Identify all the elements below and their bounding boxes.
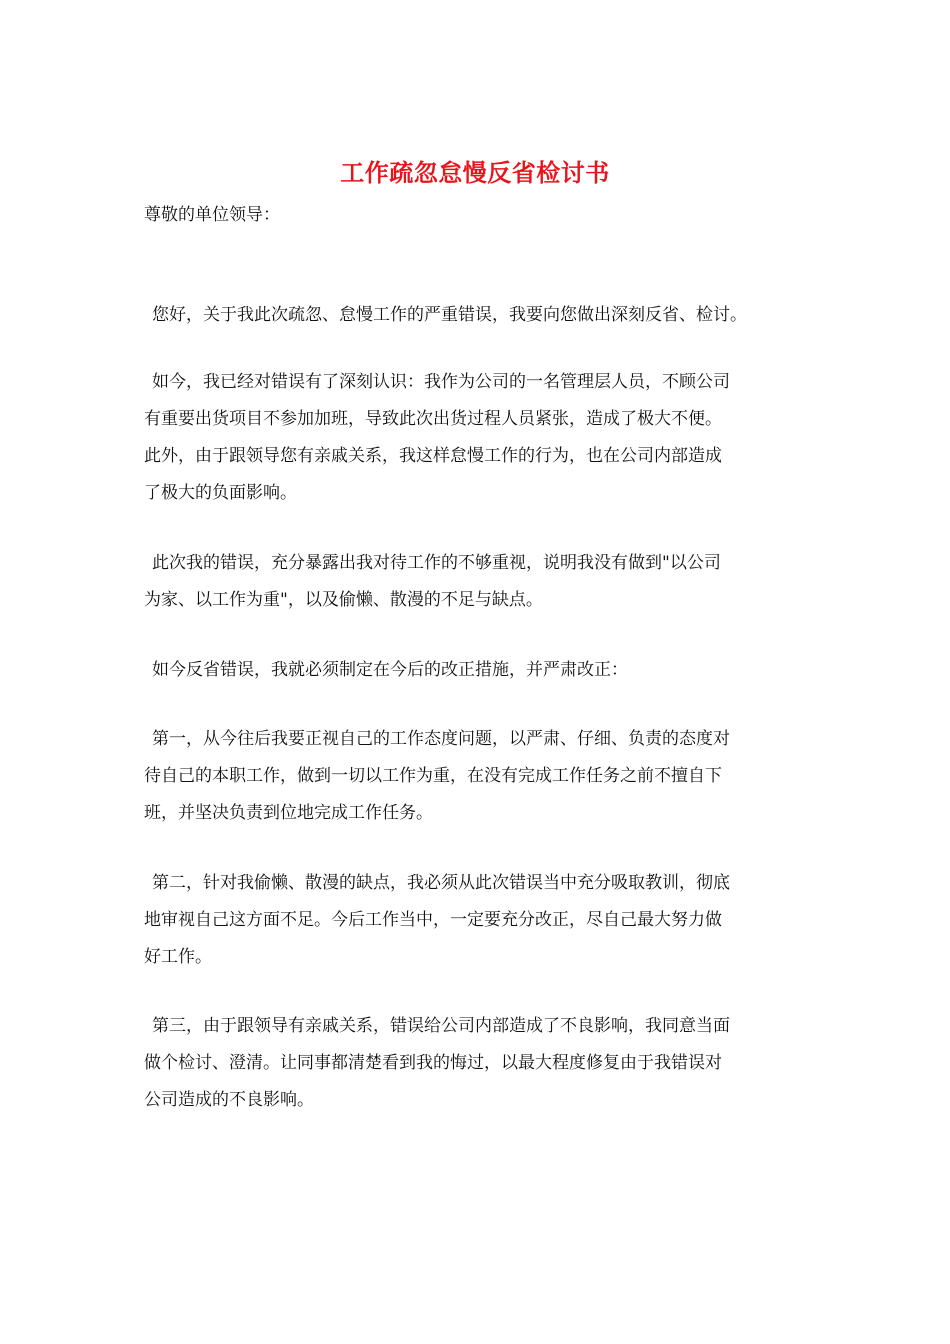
paragraph-line: 地审视自己这方面不足。今后工作当中，一定要充分改正，尽自己最大努力做: [144, 910, 722, 930]
paragraph-line: 好工作。: [144, 947, 212, 967]
paragraph-line: 此外，由于跟领导您有亲戚关系，我这样怠慢工作的行为，也在公司内部造成: [144, 446, 722, 466]
paragraph-4: [144, 652, 824, 689]
paragraph-line: 有重要出货项目不参加加班，导致此次出货过程人员紧张，造成了极大不便。: [144, 409, 722, 429]
paragraph-line: 班，并坚决负责到位地完成工作任务。: [144, 803, 433, 823]
paragraph-line: 为家、以工作为重"，以及偷懒、散漫的不足与缺点。: [144, 590, 543, 610]
paragraph-2: [144, 364, 824, 512]
paragraph-line: 待自己的本职工作，做到一切以工作为重，在没有完成工作任务之前不擅自下: [144, 766, 722, 786]
paragraph-line: 您好，关于我此次疏忽、怠慢工作的严重错误，我要向您做出深刻反省、检讨。: [152, 305, 747, 325]
paragraph-6: [144, 865, 824, 976]
paragraph-line: 如今，我已经对错误有了深刻认识：我作为公司的一名管理层人员，不顾公司: [152, 372, 730, 392]
paragraph-line: 做个检讨、澄清。让同事都清楚看到我的悔过，以最大程度修复由于我错误对: [144, 1053, 722, 1073]
paragraph-line: 如今反省错误，我就必须制定在今后的改正措施，并严肃改正：: [152, 660, 628, 680]
paragraph-line: 第一，从今往后我要正视自己的工作态度问题，以严肃、仔细、负责的态度对: [152, 729, 730, 749]
paragraph-line: 第三，由于跟领导有亲戚关系，错误给公司内部造成了不良影响，我同意当面: [152, 1016, 730, 1036]
paragraph-1: [144, 297, 824, 334]
greeting-line: 尊敬的单位领导：: [144, 205, 280, 225]
paragraph-3: [144, 545, 824, 619]
paragraph-line: 公司造成的不良影响。: [144, 1090, 314, 1110]
paragraph-5: [144, 721, 824, 832]
paragraph-7: [144, 1008, 824, 1119]
paragraph-line: 此次我的错误，充分暴露出我对待工作的不够重视，说明我没有做到"以公司: [152, 553, 721, 573]
paragraph-line: 了极大的负面影响。: [144, 483, 297, 503]
document-title: 工作疏忽怠慢反省检讨书: [340, 158, 610, 187]
paragraph-line: 第二，针对我偷懒、散漫的缺点，我必须从此次错误当中充分吸取教训，彻底: [152, 873, 730, 893]
